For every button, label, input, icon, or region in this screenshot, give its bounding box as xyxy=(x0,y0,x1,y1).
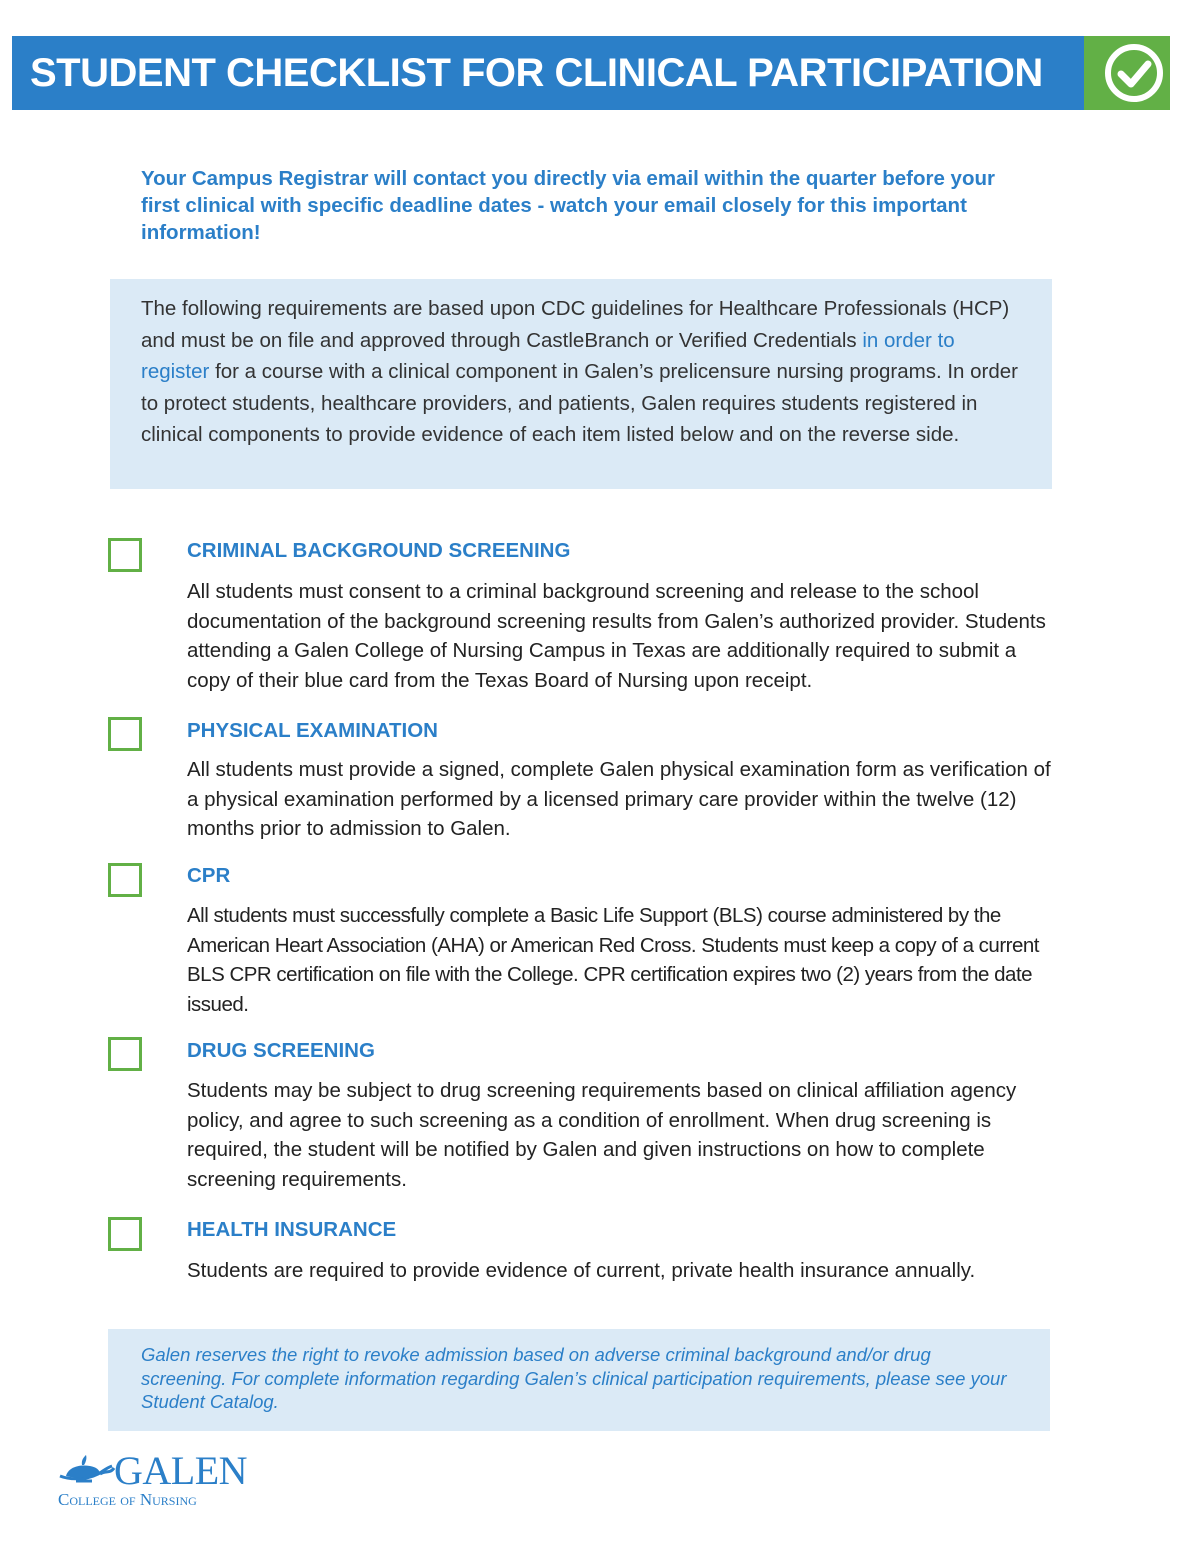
item-title: HEALTH INSURANCE xyxy=(187,1218,397,1241)
logo-subtitle: College of Nursing xyxy=(58,1490,197,1509)
lamp-logo-icon xyxy=(56,1454,118,1488)
requirements-emphasis: in order to register xyxy=(141,328,955,383)
item-body: Students are required to provide evidence of current, private health insurance annually. xyxy=(187,1259,976,1282)
item-body: All students must provide a signed, complete Galen physical examination form as verification of a physical examination performed by a licensed primary care provider within the twelve (12) months prior to admission to Galen. xyxy=(187,758,1051,840)
item-title: CPR xyxy=(187,864,231,887)
item-title: PHYSICAL EXAMINATION xyxy=(187,719,438,742)
footnote-text: Galen reserves the right to revoke admission based on adverse criminal background and/or drug screening. For complete information regarding Galen’s clinical participation requirements, please see your Student Catalog. xyxy=(141,1344,1007,1412)
checkbox[interactable] xyxy=(108,1217,142,1251)
checkbox[interactable] xyxy=(108,717,142,751)
header-check-badge xyxy=(1084,36,1170,110)
checkbox[interactable] xyxy=(108,538,142,572)
registrar-notice: Your Campus Registrar will contact you directly via email within the quarter before your first clinical with specific deadline dates - watch your email closely for this important information! xyxy=(141,167,995,244)
requirements-text-after: for a course with a clinical component in Galen’s prelicensure nursing programs. In order to protect students, healthcare providers, and patients, Galen requires students registered in clinical components to provide evidence of each item listed below and on the reverse side. xyxy=(141,360,1018,446)
item-title: DRUG SCREENING xyxy=(187,1039,375,1062)
requirements-text-before: The following requirements are based upon CDC guidelines for Healthcare Professionals (HCP) and must be on file and approved through CastleBranch or Verified Credentials xyxy=(141,297,1010,352)
header-banner xyxy=(12,36,1084,110)
checkbox[interactable] xyxy=(108,1037,142,1071)
checkmark-circle-icon xyxy=(1102,40,1166,104)
item-body: Students may be subject to drug screening requirements based on clinical affiliation agency policy, and agree to such screening as a condition of enrollment. When drug screening is required, the student will be notified by Galen and given instructions on how to complete screening requirements. xyxy=(187,1079,1017,1191)
item-title: CRIMINAL BACKGROUND SCREENING xyxy=(187,539,571,562)
logo-name: GALEN xyxy=(114,1448,248,1493)
requirements-text xyxy=(141,293,1021,451)
footnote-panel xyxy=(108,1329,1050,1431)
requirements-panel xyxy=(110,279,1052,489)
checkbox[interactable] xyxy=(108,863,142,897)
page-title: STUDENT CHECKLIST FOR CLINICAL PARTICIPATION xyxy=(30,51,1043,95)
item-body: All students must consent to a criminal background screening and release to the school documentation of the background screening results from Galen’s authorized provider. Students attending a Galen College of Nursing Campus in Texas are additionally required to submit a copy of their blue card from the Texas Board of Nursing upon receipt. xyxy=(187,580,1046,692)
item-body: All students must successfully complete a Basic Life Support (BLS) course administered by the American Heart Association (AHA) or American Red Cross. Students must keep a copy of a current BLS CPR certification on file with the College. CPR certification expires two (2) years from the date issued. xyxy=(187,904,1039,1016)
